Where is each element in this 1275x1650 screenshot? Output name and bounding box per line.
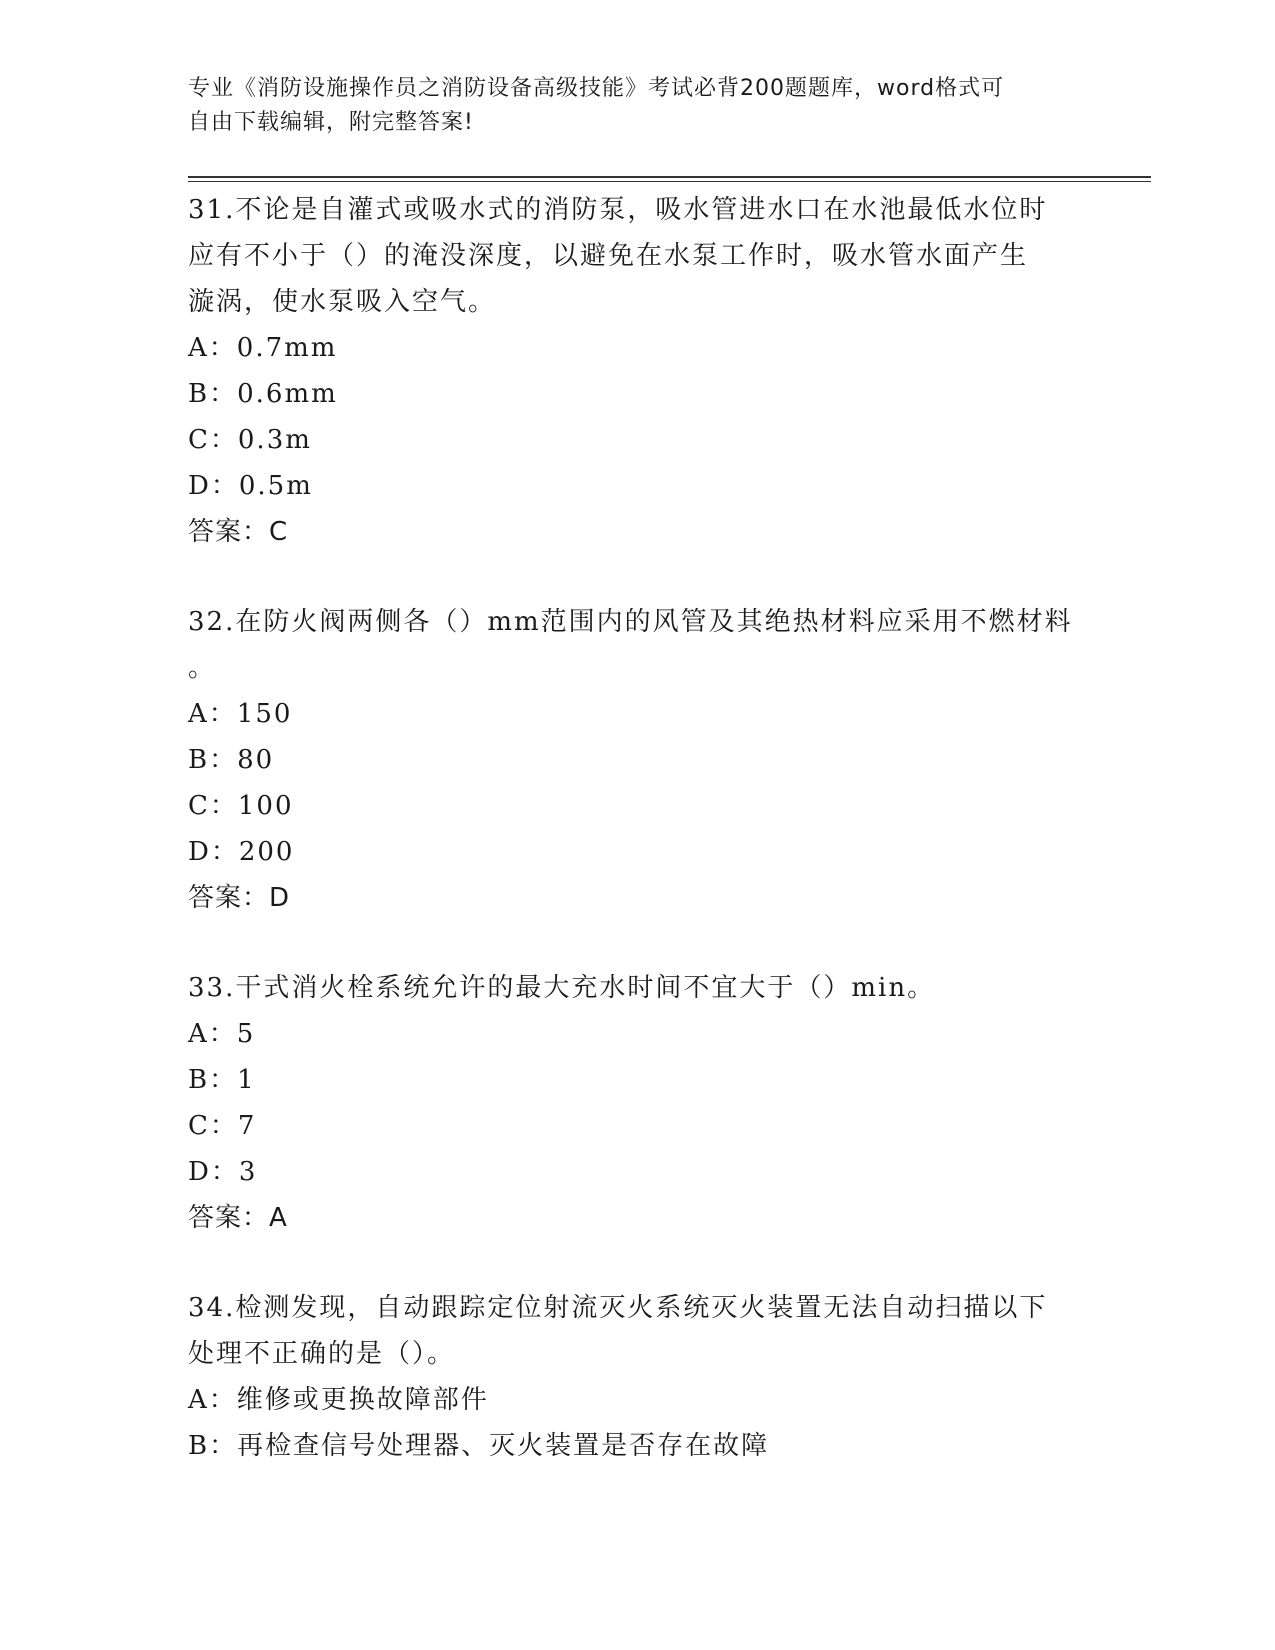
document-header [188,72,1068,140]
answer-line: 答案：D [188,883,291,913]
question-list [188,187,1088,1513]
option-a: A：维修或更换故障部件 [188,1385,489,1415]
question-text-line: 处理不正确的是（）。 [188,1339,456,1369]
question-text-line: 漩涡，使水泵吸入空气。 [188,287,497,317]
option-d: D：3 [188,1157,258,1187]
question-text-line: 应有不小于（）的淹没深度，以避免在水泵工作时，吸水管水面产生 [188,241,1029,271]
question-text-line: 31.不论是自灌式或吸水式的消防泵，吸水管进水口在水池最低水位时 [188,195,1048,225]
option-d: D：0.5m [188,471,313,501]
option-c: C：0.3m [188,425,312,455]
header-divider-thick [188,176,1151,178]
answer-line: 答案：C [188,517,289,547]
option-a: A：5 [188,1019,256,1049]
option-b: B：80 [188,745,275,775]
question-text-line: 。 [188,653,217,683]
option-c: C：100 [188,791,294,821]
question-text-line: 33.干式消火栓系统允许的最大充水时间不宜大于（）min。 [188,973,936,1003]
option-b: B：再检查信号处理器、灭火装置是否存在故障 [188,1431,770,1461]
question-32 [188,599,1088,921]
option-b: B：1 [188,1065,256,1095]
option-a: A：0.7mm [188,333,338,363]
question-33 [188,965,1088,1241]
header-divider-thin [188,181,1151,182]
option-d: D：200 [188,837,295,867]
option-a: A：150 [188,699,293,729]
header-line-1: 专业《消防设施操作员之消防设备高级技能》考试必背200题题库，word格式可 [188,76,1005,101]
header-line-2: 自由下载编辑，附完整答案! [188,110,474,135]
question-31 [188,187,1088,555]
question-text-line: 32.在防火阀两侧各（）mm范围内的风管及其绝热材料应采用不燃材料 [188,607,1073,637]
option-c: C：7 [188,1111,257,1141]
answer-line: 答案：A [188,1203,288,1233]
option-b: B：0.6mm [188,379,338,409]
question-34 [188,1285,1088,1469]
question-text-line: 34.检测发现，自动跟踪定位射流灭火系统灭火装置无法自动扫描以下 [188,1293,1048,1323]
